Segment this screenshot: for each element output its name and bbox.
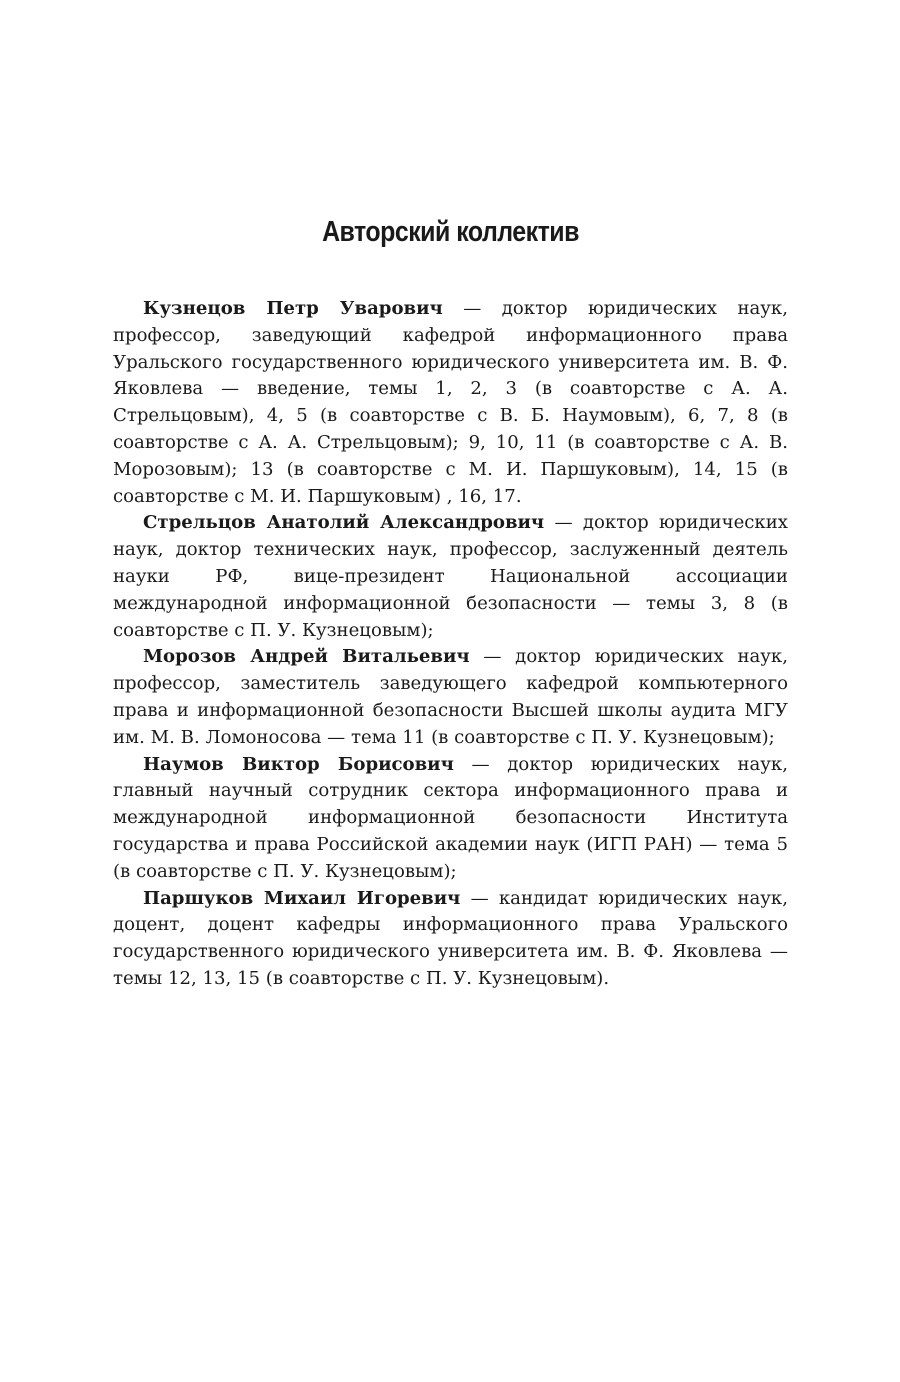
author-description: — доктор юридических наук, доктор технических наук, профессор, заслуженный деятель науки РФ, вице-президент Национальной ассоциации международной информационной безопасности — темы 3, 8 (в соавторстве с П. У. Кузнецовым); [113,512,788,641]
author-name: Стрельцов Анатолий Александрович [143,512,545,534]
author-entry [113,752,788,886]
page-title: Авторский коллектив [322,216,579,248]
author-description: — доктор юридических наук, главный научный сотрудник сектора информационного права и международной информационной безопасности Института государства и права Российской академии наук (ИГП РАН) — тема 5 (в соавторстве с П. У. Кузнецовым); [113,753,788,882]
author-entry [113,296,788,510]
author-name: Наумов Виктор Борисович [143,753,454,775]
author-entry [113,510,788,644]
author-name: Кузнецов Петр Уварович [143,298,443,319]
author-name: Морозов Андрей Витальевич [143,646,470,668]
author-description: — доктор юридических наук, профессор, заведующий кафедрой информационного права Уральского государственного юридического университета им. В. Ф. Яковлева — введение, темы 1, 2, 3 (в соавторстве с А. А. Стрельцовым), 4, 5 (в соавторстве с В. Б. Наумовым), 6, 7, 8 (в соавторстве с А. А. Стрельцовым); 9, 10, 11 (в соавторстве с А. В. Морозовым); 13 (в соавторстве с М. И. Паршуковым), 14, 15 (в соавторстве с М. И. Паршуковым) , 16, 17. [113,298,788,507]
author-entry [113,886,788,993]
author-description: — кандидат юридических наук, доцент, доцент кафедры информационного права Уральского государственного юридического университета им. В. Ф. Яковлева — темы 12, 13, 15 (в соавторстве с П. У. Кузнецовым). [113,887,788,989]
author-entry [113,644,788,751]
author-description: — доктор юридических наук, профессор, заместитель заведующего кафедрой компьютерного права и информационной безопасности Высшей школы аудита МГУ им. М. В. Ломоносова — тема 11 (в соавторстве с П. У. Кузнецовым); [113,646,788,748]
author-list [113,296,788,993]
author-name: Паршуков Михаил Игоревич [143,887,461,909]
